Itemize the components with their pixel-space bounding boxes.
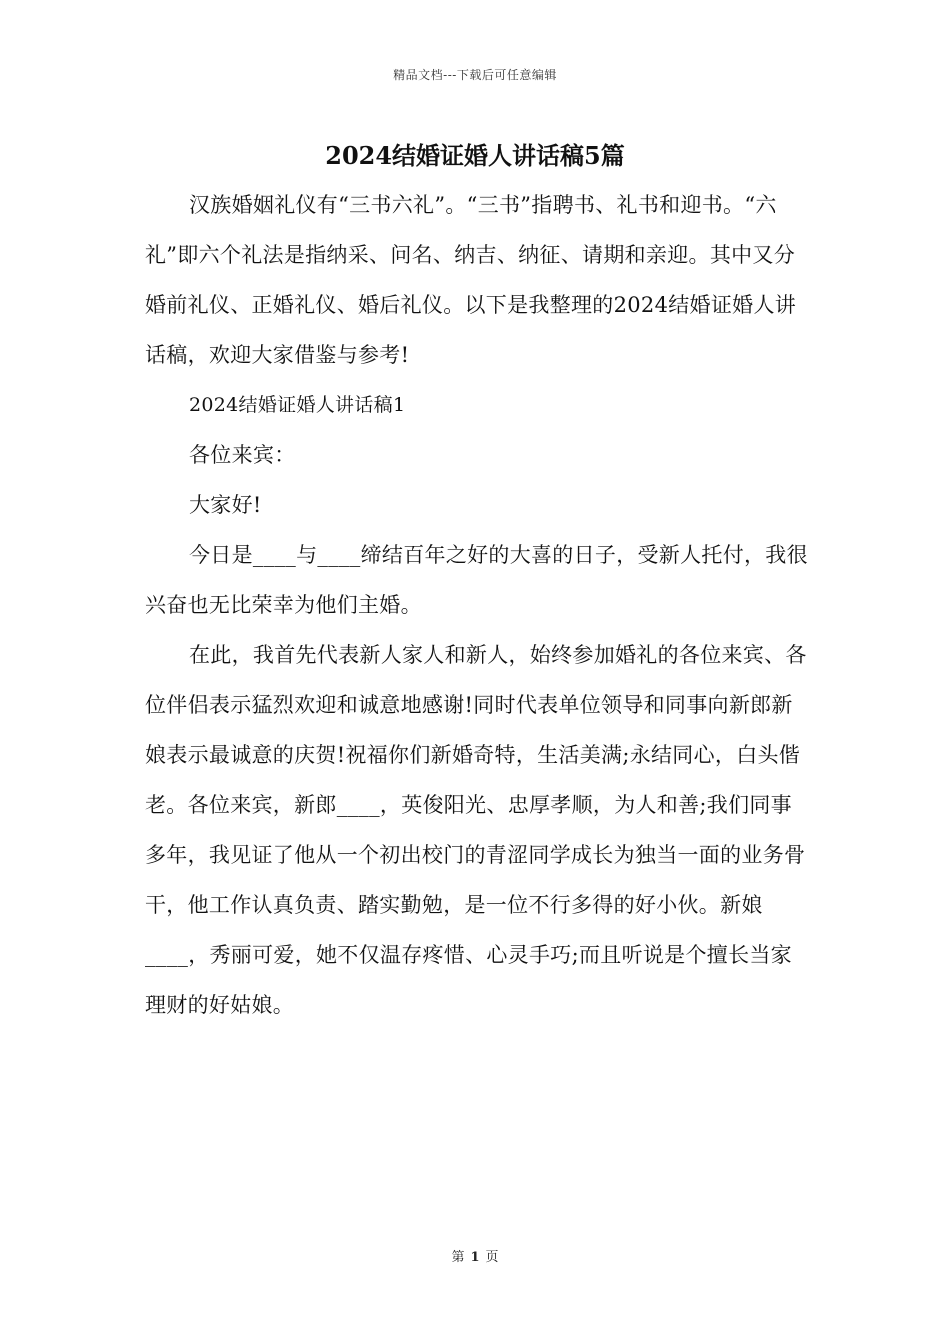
- document-body: [145, 180, 810, 1030]
- page-prefix: 第: [451, 1250, 465, 1265]
- greeting: 大家好!: [189, 493, 262, 517]
- body-paragraph: 今日是____与____缔结百年之好的大喜的日子，受新人托付，我很兴奋也无比荣幸为他们主婚。: [145, 543, 808, 617]
- page-footer: [0, 1246, 950, 1265]
- salutation: 各位来宾：: [189, 443, 296, 467]
- header-note: 精品文档---下载后可任意编辑: [393, 68, 557, 82]
- page-number: 1: [470, 1250, 480, 1265]
- document-title: 2024结婚证婚人讲话稿5篇: [325, 141, 625, 170]
- intro-paragraph: 汉族婚姻礼仪有“三书六礼”。“三书”指聘书、礼书和迎书。“六礼”即六个礼法是指纳采、问名、纳吉、纳征、请期和亲迎。其中又分婚前礼仪、正婚礼仪、婚后礼仪。以下是我整理的2024结婚证婚人讲话稿，欢迎大家借鉴与参考!: [145, 193, 797, 367]
- body-paragraph: 在此，我首先代表新人家人和新人，始终参加婚礼的各位来宾、各位伴侣表示猛烈欢迎和诚意地感谢!同时代表单位领导和同事向新郎新娘表示最诚意的庆贺!祝福你们新婚奇特，生活美满;永结同心，白头偕老。各位来宾，新郎____，英俊阳光、忠厚孝顺，为人和善;我们同事多年，我见证了他从一个初出校门的青涩同学成长为独当一面的业务骨干，他工作认真负责、踏实勤勉，是一位不行多得的好小伙。新娘____，秀丽可爱，她不仅温存疼惜、心灵手巧;而且听说是个擅长当家理财的好姑娘。: [145, 643, 807, 1017]
- page-suffix: 页: [485, 1250, 499, 1265]
- section-heading: 2024结婚证婚人讲话稿1: [189, 394, 406, 416]
